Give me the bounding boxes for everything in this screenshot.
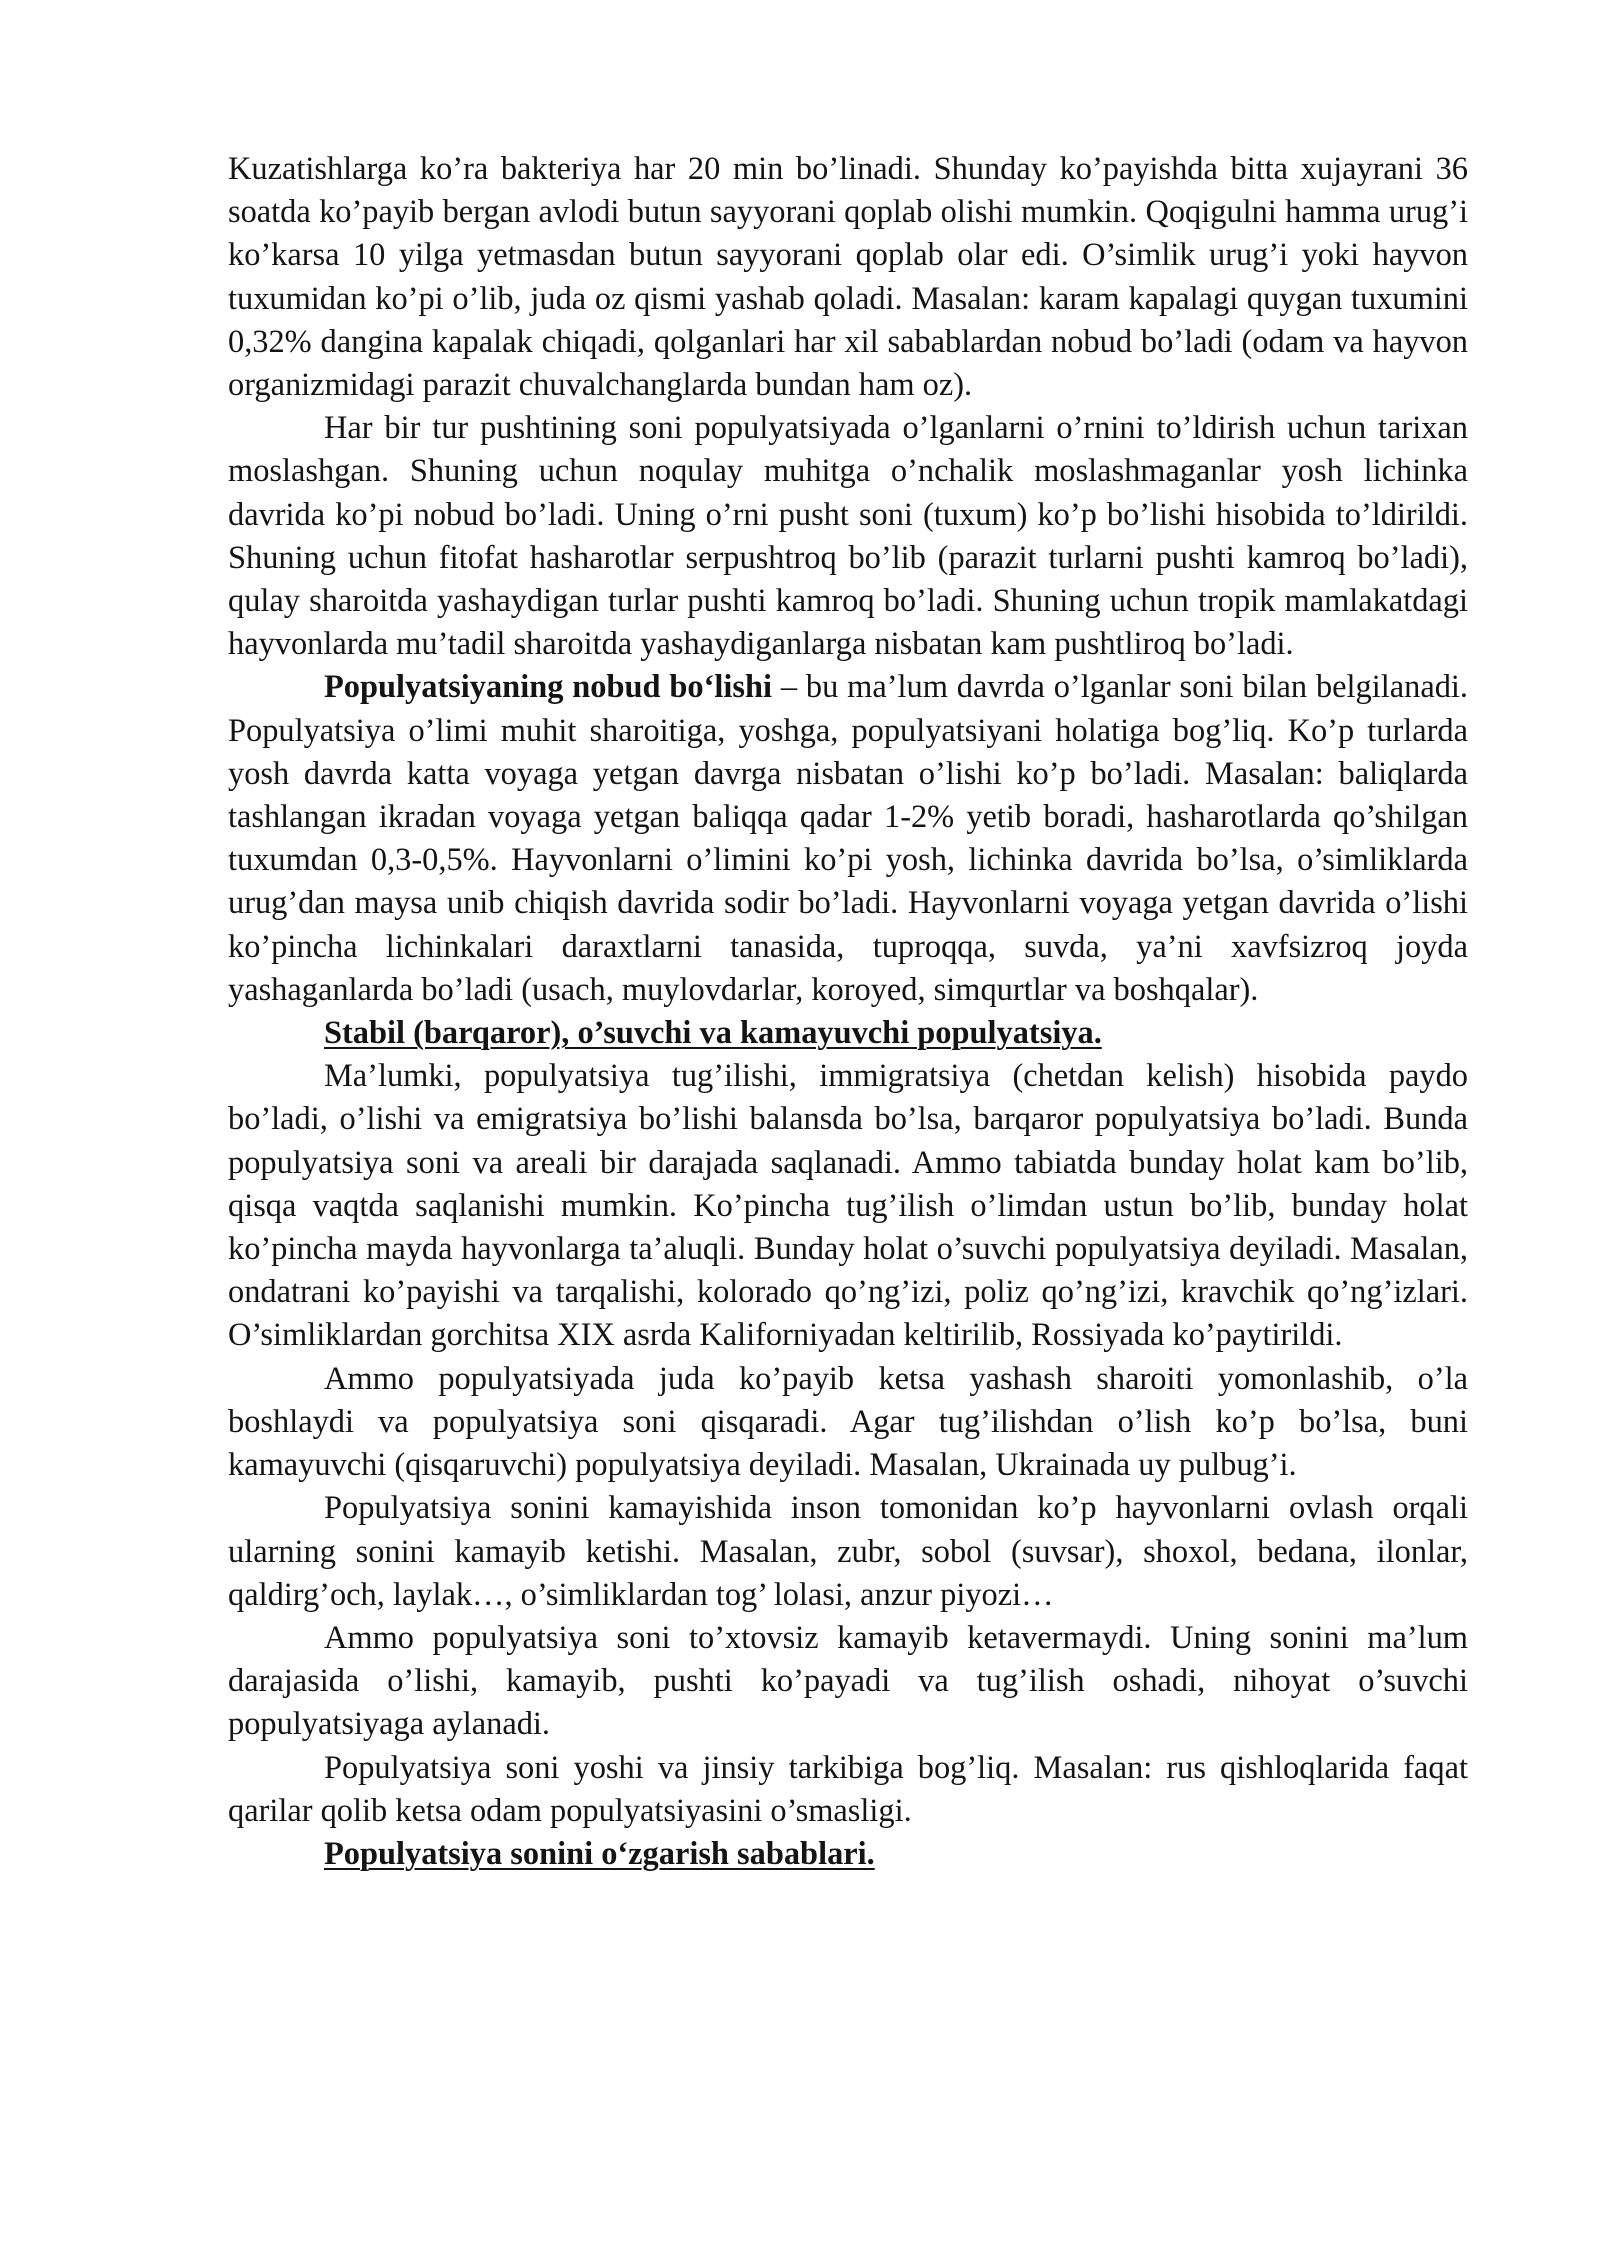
paragraph-declining-population: Ammo populyatsiyada juda ko’payib ketsa yashash sharoiti yomonlashib, o’la boshlaydi va populyatsiya soni qisqaradi. Agar tug’ilishdan o’lish ko’p bo’lsa, buni kamayuvchi (qisqaruvchi) populyatsiya deyiladi. Masalan, Ukrainada uy pulbug’i. [228, 1360, 1468, 1484]
paragraph-offspring-number: Har bir tur pushtining soni populyatsiyada o’lganlarni o’rnini to’ldirish uchun tarixan moslashgan. Shuning uchun noqulay muhitga o’nchalik moslashmaganlar yosh lichinka davrida ko’pi nobud bo’ladi. Uning o’rni pusht soni (tuxum) ko’p bo’lishi hisobida to’ldirildi. Shuning uchun fitofat hasharotlar serpushtroq bo’lib (parazit turlarni pushti kamroq bo’ladi), qulay sharoitda yashaydigan turlar pushti kamroq bo’ladi. Shuning uchun tropik mamlakatdagi hayvonlarda mu’tadil sharoitda yashaydiganlarga nisbatan kam pushtliroq bo’ladi. [228, 410, 1468, 663]
section-heading-stable-population: Stabil (barqaror), o’suvchi va kamayuvchi populyatsiya. [324, 1015, 1102, 1052]
document-page [228, 148, 1468, 1876]
paragraph-population-mortality-text: – bu ma’lum davrda o’lganlar soni bilan belgilanadi. Populyatsiya o’limi muhit sharoitiga, yoshga, populyatsiyani holatiga bog’liq. Ko’p turlarda yosh davrda katta voyaga yetgan davrga nisbatan o’lishi ko’p bo’ladi. Masalan: baliqlarda tashlangan ikradan voyaga yetgan baliqqa qadar 1-2% yetib boradi, hasharotlarda qo’shilgan tuxumdan 0,3-0,5%. Hayvonlarni o’limini ko’pi yosh, lichinka davrida bo’lsa, o’simliklarda urug’dan maysa unib chiqish davrida sodir bo’ladi. Hayvonlarni voyaga yetgan davrida o’lishi ko’pincha lichinkalari daraxtlarni tanasida, tuproqqa, suvda, ya’ni xavfsizroq joyda yashaganlarda bo’ladi (usach, muylovdarlar, koroyed, simqurtlar va boshqalar). [228, 669, 1468, 1008]
paragraph-human-impact: Populyatsiya sonini kamayishida inson tomonidan ko’p hayvonlarni ovlash orqali ularning sonini kamayib ketishi. Masalan, zubr, sobol (suvsar), shoxol, bedana, ilonlar, qaldirg’och, laylak…, o’simliklardan tog’ lolasi, anzur piyozi… [228, 1490, 1468, 1613]
paragraph-population-mortality [228, 666, 1468, 1012]
paragraph-age-sex-structure: Populyatsiya soni yoshi va jinsiy tarkibiga bog’liq. Masalan: rus qishloqlarida faqat qarilar qolib ketsa odam populyatsiyasini o’smasligi. [228, 1749, 1468, 1829]
paragraph-bacteria-reproduction: Kuzatishlarga ko’ra bakteriya har 20 min bo’linadi. Shunday ko’payishda bitta xujayrani 36 soatda ko’payib bergan avlodi butun sayyorani qoplab olishi mumkin. Qoqigulni hamma urug’i ko’karsa 10 yilga yetmasdan butun sayyorani qoplab olar edi. O’simlik urug’i yoki hayvon tuxumidan ko’pi o’lib, juda oz qismi yashab qoladi. Masalan: karam kapalagi quygan tuxumini 0,32% dangina kapalak chiqadi, qolganlari har xil sabablardan nobud bo’ladi (odam va hayvon organizmidagi parazit chuvalchanglarda bundan ham oz). [228, 151, 1468, 404]
paragraph-population-recovery: Ammo populyatsiya soni to’xtovsiz kamayib ketavermaydi. Uning sonini ma’lum darajasida o’lishi, kamayib, pushti ko’payadi va tug’ilish oshadi, nihoyat o’suvchi populyatsiyaga aylanadi. [228, 1619, 1468, 1743]
term-population-mortality: Populyatsiyaning nobud bo‘lishi [324, 669, 772, 706]
section-heading-population-change-causes: Populyatsiya sonini o‘zgarish sabablari. [324, 1835, 875, 1872]
paragraph-stable-growing-population: Ma’lumki, populyatsiya tug’ilishi, immigratsiya (chetdan kelish) hisobida paydo bo’ladi, o’lishi va emigratsiya bo’lishi balansda bo’lsa, barqaror populyatsiya bo’ladi. Bunda populyatsiya soni va areali bir darajada saqlanadi. Ammo tabiatda bunday holat kam bo’lib, qisqa vaqtda saqlanishi mumkin. Ko’pincha tug’ilish o’limdan ustun bo’lib, bunday holat ko’pincha mayda hayvonlarga ta’aluqli. Bunday holat o’suvchi populyatsiya deyiladi. Masalan, ondatrani ko’payishi va tarqalishi, kolorado qo’ng’izi, poliz qo’ng’izi, kravchik qo’ng’izlari. O’simliklardan gorchitsa XIX asrda Kaliforniyadan keltirilib, Rossiyada ko’paytirildi. [228, 1058, 1468, 1354]
